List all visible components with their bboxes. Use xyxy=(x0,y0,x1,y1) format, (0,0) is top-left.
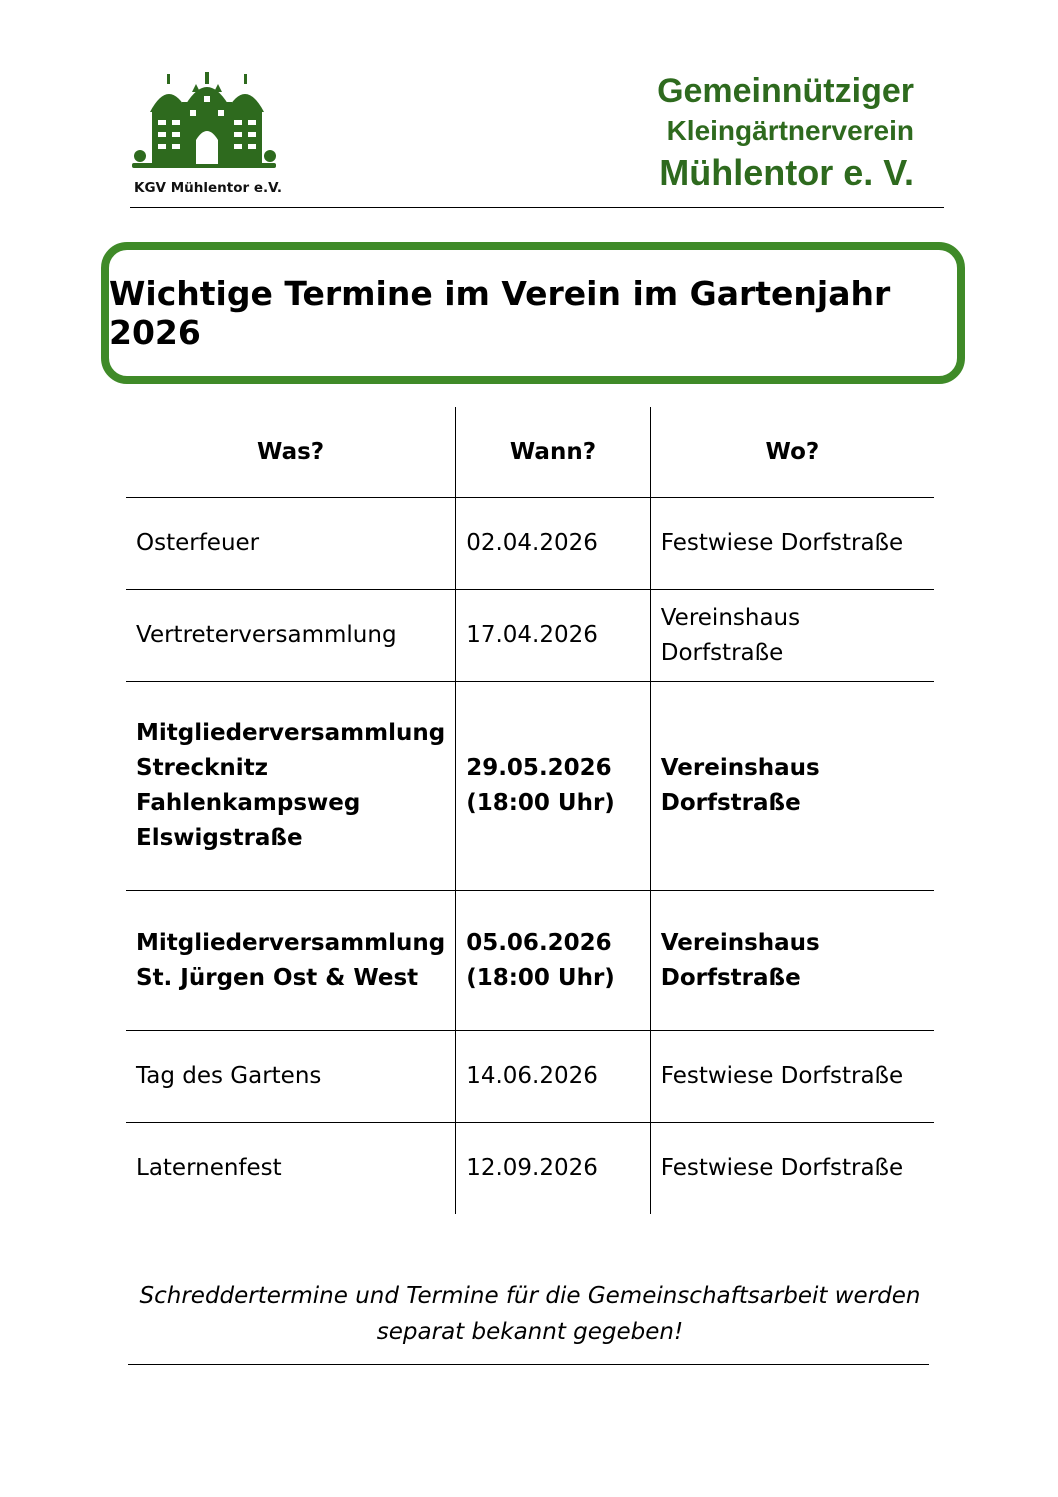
castle-gate-icon xyxy=(130,70,280,175)
cell-line: St. Jürgen Ost & West xyxy=(136,964,419,991)
header-divider xyxy=(130,207,944,208)
page-title: Wichtige Termine im Verein im Gartenjahr 2026 xyxy=(109,274,891,352)
footer-note xyxy=(130,1278,930,1350)
note-line-2: separat bekannt gegeben! xyxy=(376,1319,684,1345)
table-row xyxy=(126,891,934,1031)
cell-line: (18:00 Uhr) xyxy=(466,964,615,991)
organization-name xyxy=(657,70,914,196)
cell-wann: 14.06.2026 xyxy=(456,1031,651,1123)
header-wo: Wo? xyxy=(650,407,934,498)
cell-wann xyxy=(456,682,651,891)
cell-was: Osterfeuer xyxy=(136,530,260,556)
cell-wo: Festwiese Dorfstraße xyxy=(650,498,934,590)
org-line-2: Kleingärtnerverein xyxy=(666,115,914,146)
title-box xyxy=(101,242,965,384)
logo-caption: KGV Mühlentor e.V. xyxy=(134,180,282,196)
cell-line: (18:00 Uhr) xyxy=(466,790,615,816)
events-table xyxy=(126,407,934,1214)
note-line-1: Schreddertermine und Termine für die Gemeinschaftsarbeit werden xyxy=(139,1283,921,1309)
org-line-1: Gemeinnütziger xyxy=(657,72,914,110)
cell-was xyxy=(126,682,456,891)
org-line-3: Mühlentor e. V. xyxy=(659,152,914,193)
cell-wo: Festwiese Dorfstraße xyxy=(650,1123,934,1215)
cell-wann: 17.04.2026 xyxy=(456,590,651,682)
table-row xyxy=(126,1031,934,1123)
cell-wo: Vereinshaus Dorfstraße xyxy=(650,590,934,682)
cell-wann: 12.09.2026 xyxy=(456,1123,651,1215)
logo xyxy=(130,70,290,200)
header-was: Was? xyxy=(126,407,456,498)
footer-divider xyxy=(128,1364,929,1365)
cell-line: Strecknitz xyxy=(136,755,269,781)
cell-wo: Vereinshaus Dorfstraße xyxy=(650,891,934,1031)
header-wann: Wann? xyxy=(456,407,651,498)
cell-wann: 02.04.2026 xyxy=(456,498,651,590)
table-row xyxy=(126,498,934,590)
cell-wo: Vereinshaus Dorfstraße xyxy=(650,682,934,891)
cell-line: 05.06.2026 xyxy=(466,929,612,956)
cell-wann xyxy=(456,891,651,1031)
cell-line: 29.05.2026 xyxy=(466,755,612,781)
cell-wo: Festwiese Dorfstraße xyxy=(650,1031,934,1123)
cell-was: Vertreterversammlung xyxy=(126,590,456,682)
table-row xyxy=(126,1123,934,1215)
cell-was: Tag des Gartens xyxy=(126,1031,456,1123)
cell-line: Mitgliederversammlung xyxy=(136,720,446,746)
table-header-row xyxy=(126,407,934,498)
cell-line: Mitgliederversammlung xyxy=(136,929,446,956)
table-row xyxy=(126,682,934,891)
table-row xyxy=(126,590,934,682)
cell-line: Elswigstraße xyxy=(136,825,303,851)
cell-was: Laternenfest xyxy=(126,1123,456,1215)
cell-line: Fahlenkampsweg xyxy=(136,790,361,816)
cell-was xyxy=(126,891,456,1031)
